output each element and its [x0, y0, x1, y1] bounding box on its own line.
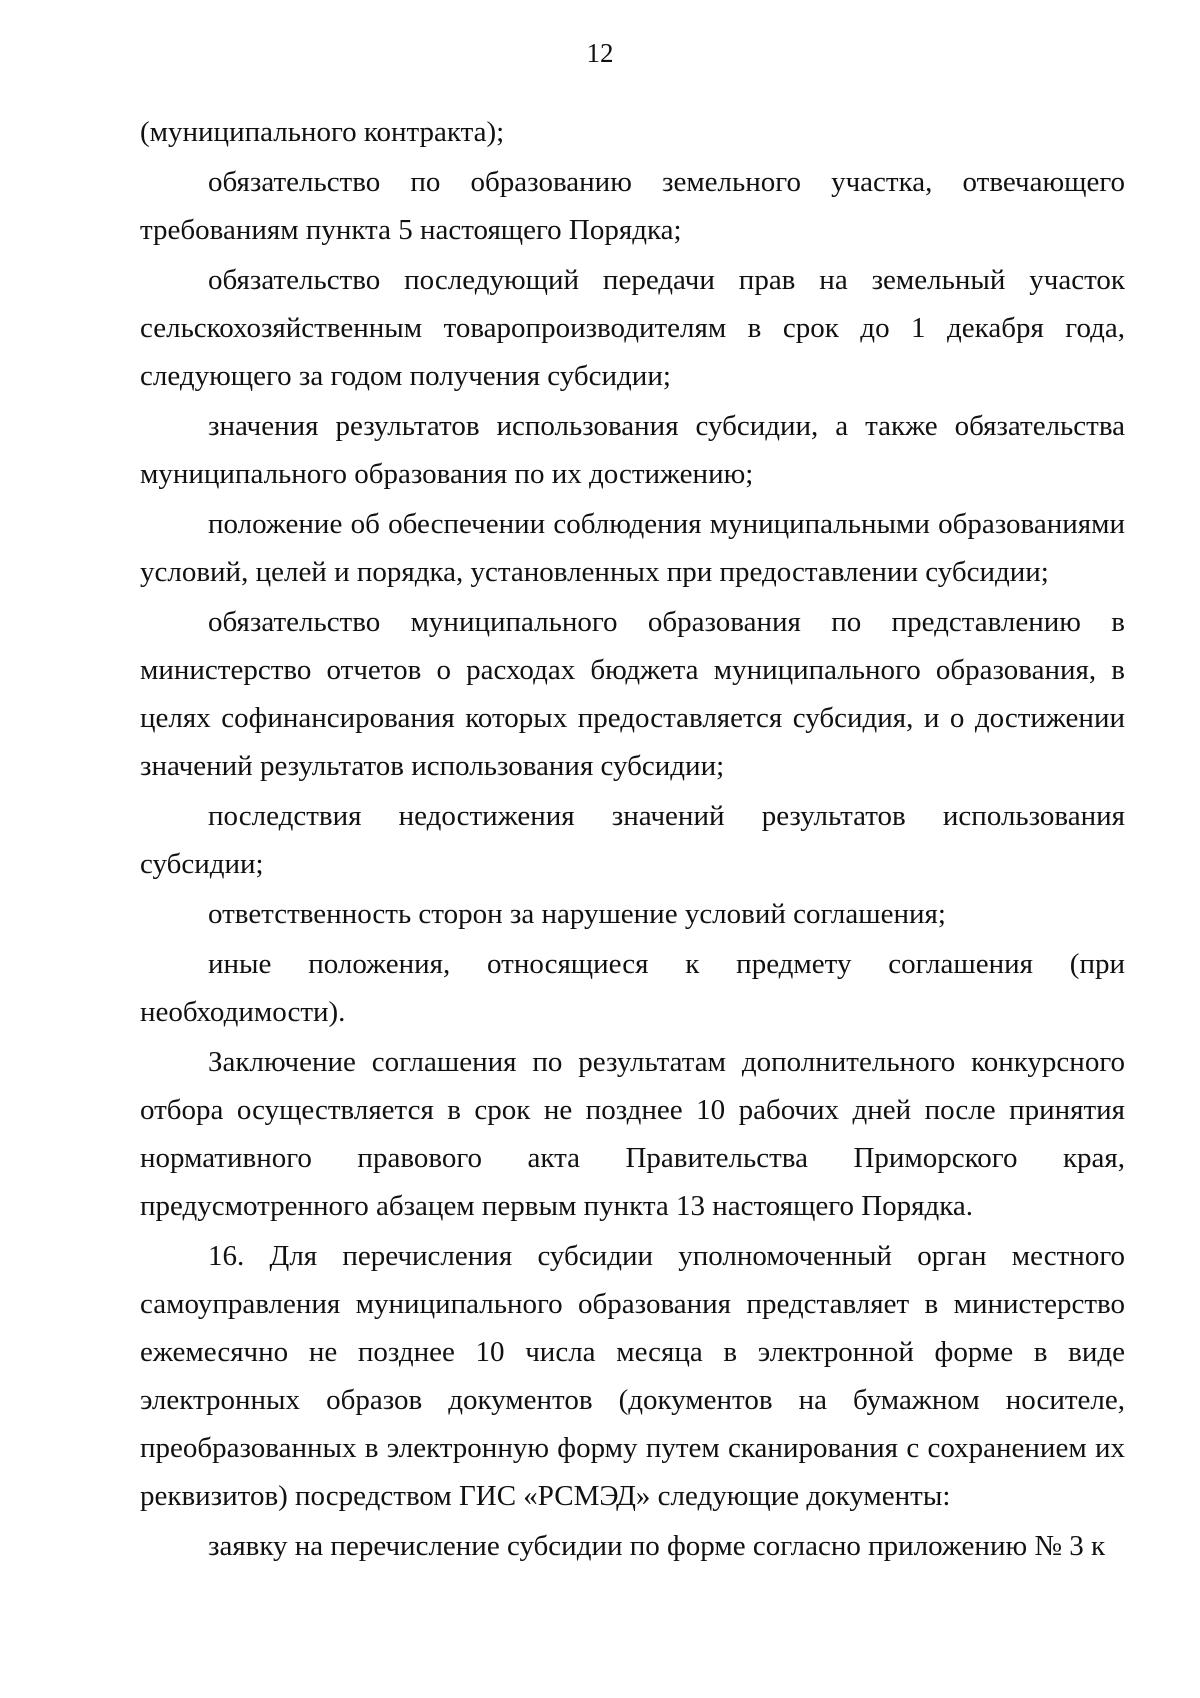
paragraph: иные положения, относящиеся к предмету соглашения (при необходимости). [140, 948, 1125, 1028]
paragraph: заявку на перечисление субсидии по форме согласно приложению № 3 к [208, 1530, 1106, 1562]
paragraph: положение об обеспечении соблюдения муниципальными образованиями условий, целей и порядка, установленных при предоставлении субсидии; [140, 508, 1125, 588]
page-number: 12 [586, 38, 614, 68]
paragraph: обязательство муниципального образования по представлению в министерство отчетов о расходах бюджета муниципального образования, в целях софинансирования которых предоставляется субсидия, и о достижении значений результатов использования субсидии; [140, 606, 1125, 782]
document-body [140, 108, 1125, 1570]
paragraph: последствия недостижения значений результатов использования субсидии; [140, 800, 1125, 880]
paragraph: ответственность сторон за нарушение условий соглашения; [208, 898, 946, 930]
paragraph: обязательство последующий передачи прав на земельный участок сельскохозяйственным товаропроизводителям в срок до 1 декабря года, следующего за годом получения субсидии; [140, 264, 1125, 392]
paragraph: значения результатов использования субсидии, а также обязательства муниципального образования по их достижению; [140, 410, 1125, 490]
paragraph: обязательство по образованию земельного участка, отвечающего требованиям пункта 5 настоящего Порядка; [140, 166, 1125, 246]
paragraph: (муниципального контракта); [140, 116, 505, 148]
paragraph: Заключение соглашения по результатам дополнительного конкурсного отбора осуществляется в срок не позднее 10 рабочих дней после принятия нормативного правового акта Правительства Приморского края, предусмотренного абзацем первым пункта 13 настоящего Порядка. [140, 1046, 1125, 1222]
paragraph: 16. Для перечисления субсидии уполномоченный орган местного самоуправления муниципального образования представляет в министерство ежемесячно не позднее 10 числа месяца в электронной форме в виде электронных образов документов (документов на бумажном носителе, преобразованных в электронную форму путем сканирования с сохранением их реквизитов) посредством ГИС «РСМЭД» следующие документы: [140, 1240, 1125, 1512]
